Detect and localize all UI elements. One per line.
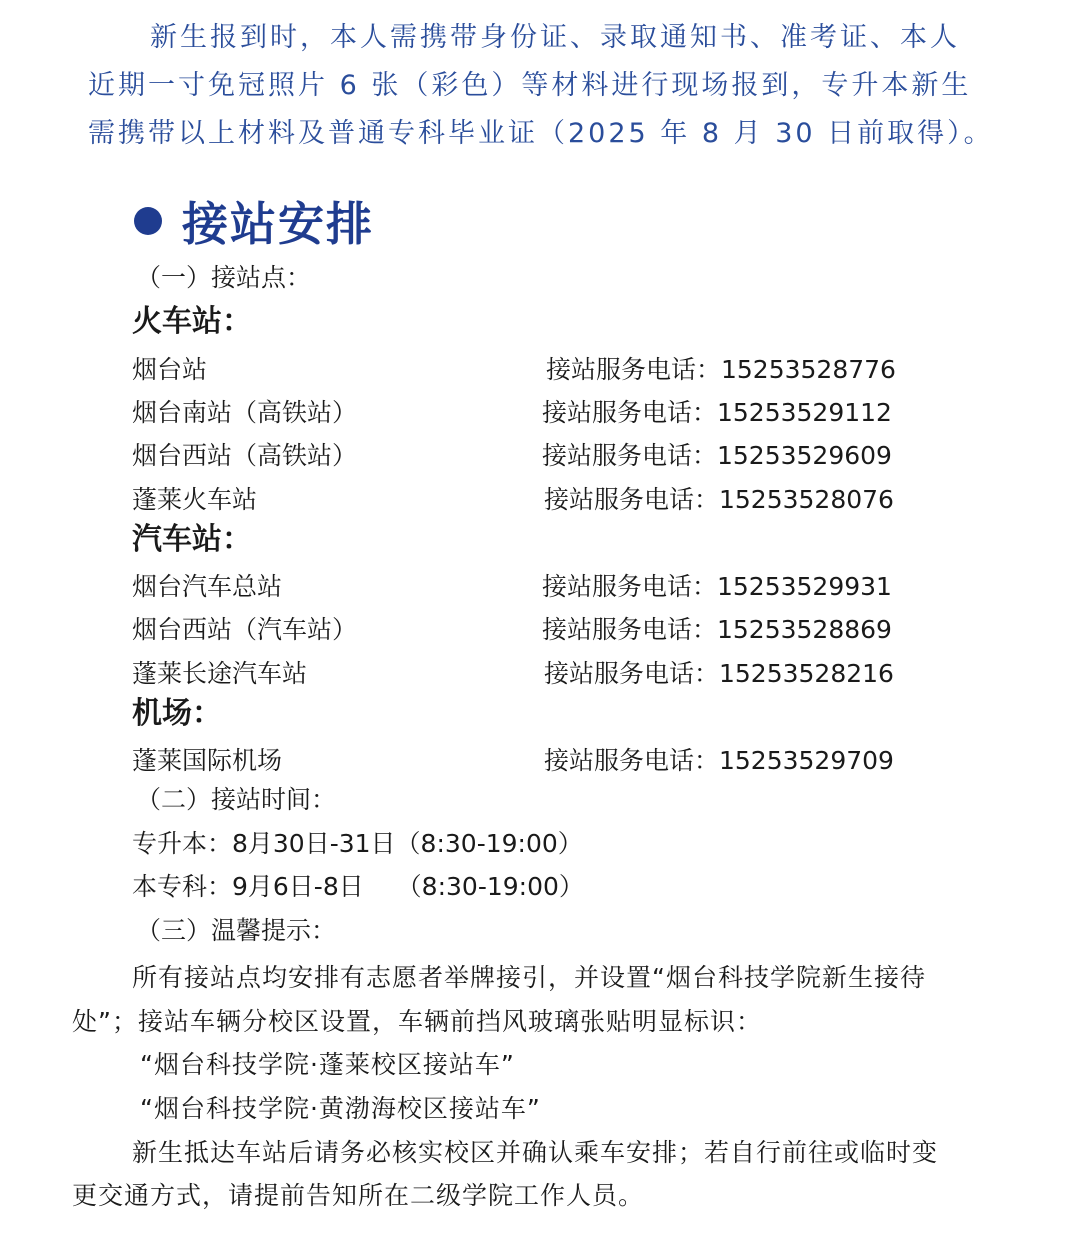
pickup-points-heading: （一）接站点：	[136, 263, 312, 292]
intro-line-1: 新生报到时，本人需携带身份证、录取通知书、准考证、本人	[150, 22, 960, 53]
tips-paragraph-1-line-1: 所有接站点均安排有志愿者举牌接引，并设置“烟台科技学院新生接待	[132, 963, 926, 992]
tips-heading: （三）温馨提示：	[136, 916, 337, 945]
intro-line-2: 近期一寸免冠照片 6 张（彩色）等材料进行现场报到，专升本新生	[88, 70, 972, 101]
station-name: 蓬莱火车站	[132, 485, 258, 514]
pickup-time-item: 本专科：9月6日-8日 （8:30-19:00）	[132, 872, 584, 901]
bullet-dot-icon	[134, 207, 162, 235]
station-phone: 接站服务电话：15253528076	[544, 485, 894, 514]
tips-paragraph-2-line-2: 更交通方式，请提前告知所在二级学院工作人员。	[72, 1181, 645, 1210]
station-phone: 接站服务电话：15253528869	[542, 615, 892, 644]
station-phone: 接站服务电话：15253529609	[542, 441, 892, 470]
category-train: 火车站：	[132, 304, 252, 339]
vehicle-sign-huangbohai: “烟台科技学院·黄渤海校区接站车”	[140, 1094, 541, 1123]
station-name: 蓬莱长途汽车站	[132, 659, 308, 688]
station-phone: 接站服务电话：15253529931	[542, 572, 892, 601]
station-phone: 接站服务电话：15253529112	[542, 398, 892, 427]
intro-line-3: 需携带以上材料及普通专科毕业证（2025 年 8 月 30 日前取得）。	[88, 118, 994, 149]
tips-paragraph-1-line-2: 处”；接站车辆分校区设置，车辆前挡风玻璃张贴明显标识：	[72, 1007, 762, 1036]
category-bus: 汽车站：	[132, 522, 252, 557]
station-name: 蓬莱国际机场	[132, 746, 283, 775]
intro-paragraph	[88, 14, 1028, 158]
station-name: 烟台西站（高铁站）	[132, 441, 358, 470]
station-name: 烟台站	[132, 355, 208, 384]
station-phone: 接站服务电话：15253528776	[546, 355, 896, 384]
section-title: 接站安排	[182, 197, 374, 251]
pickup-time-heading: （二）接站时间：	[136, 785, 337, 814]
pickup-time-item: 专升本：8月30日-31日（8:30-19:00）	[132, 829, 583, 858]
station-name: 烟台南站（高铁站）	[132, 398, 358, 427]
station-phone: 接站服务电话：15253528216	[544, 659, 894, 688]
station-phone: 接站服务电话：15253529709	[544, 746, 894, 775]
station-name: 烟台西站（汽车站）	[132, 615, 358, 644]
vehicle-sign-penglai: “烟台科技学院·蓬莱校区接站车”	[140, 1050, 515, 1079]
tips-paragraph-2-line-1: 新生抵达车站后请务必核实校区并确认乘车安排；若自行前往或临时变	[132, 1138, 939, 1167]
category-airport: 机场：	[132, 696, 222, 731]
station-name: 烟台汽车总站	[132, 572, 283, 601]
section-header	[134, 188, 374, 254]
